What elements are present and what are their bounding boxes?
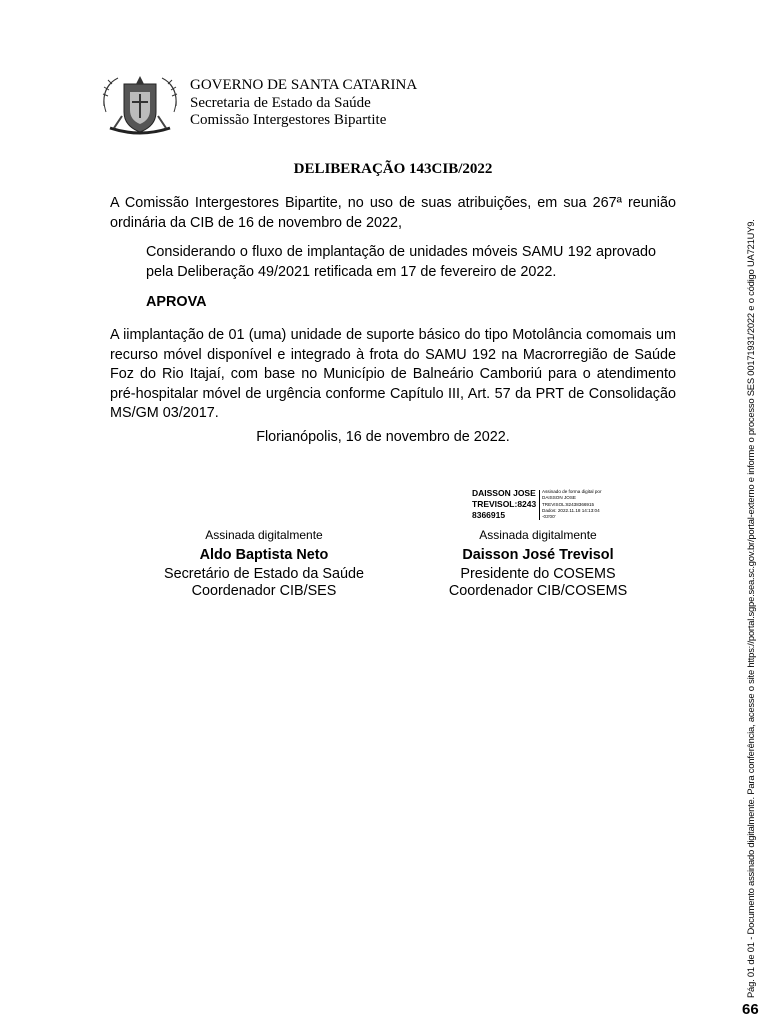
- signature-right-name: Daisson José Trevisol: [462, 547, 614, 563]
- document-title: DELIBERAÇÃO 143CIB/2022: [293, 161, 493, 177]
- page-number: 66: [742, 1001, 759, 1018]
- signature-left-name: Aldo Baptista Neto: [199, 547, 329, 563]
- intro-paragraph: A Comissão Intergestores Bipartite, no uso de suas atribuições, em sua 267ª reunião ordinária da CIB de 16 de novembro de 2022,: [110, 195, 676, 231]
- letterhead-commission: Comissão Intergestores Bipartite: [190, 112, 387, 128]
- letterhead-government: GOVERNO DE SANTA CATARINA: [190, 77, 418, 93]
- place-date: Florianópolis, 16 de novembro de 2022.: [256, 429, 510, 445]
- approves-heading: APROVA: [146, 294, 207, 310]
- signature-left-digital: Assinada digitalmente: [205, 528, 323, 542]
- signature-right-role: Presidente do COSEMS: [460, 566, 616, 582]
- coat-of-arms-icon: [100, 72, 180, 140]
- stamp-divider: [539, 490, 540, 520]
- digital-signature-stamp: [472, 488, 602, 522]
- considering-paragraph: Considerando o fluxo de implantação de unidades móveis SAMU 192 aprovado pela Deliberação 49/2021 retificada em 17 de fevereiro de 2022.: [146, 244, 656, 280]
- signature-right-digital: Assinada digitalmente: [479, 528, 597, 542]
- verification-side-note: Pág. 01 de 01 - Documento assinado digitalmente. Para conferência, acesse o site https://portal.sgpe.sea.sc.gov.br/portal-externo e informe o processo SES 00171931/2022 e o código UA721UY9.: [745, 219, 756, 998]
- stamp-details: Assinado de forma digital por DAISSON JOSE TREVISOL:82438366915 Dados: 2022.11.18 14:13:04 -03'00': [542, 489, 602, 520]
- signature-right-coordination: Coordenador CIB/COSEMS: [448, 583, 628, 599]
- signature-left-role: Secretário de Estado da Saúde: [163, 566, 364, 582]
- body-paragraph: A iimplantação de 01 (uma) unidade de suporte básico do tipo Motolância comomais um recurso móvel disponível e integrado à frota do SAMU 192 na Macrorregião de Saúde Foz do Rio Itajaí, com base no Município de Balneário Camboriú para o atendimento pré-hospitalar móvel de urgência conforme Capítulo III, Art. 57 da PRT de Consolidação MS/GM 03/2017.: [110, 327, 676, 421]
- signature-left-coordination: Coordenador CIB/SES: [191, 583, 337, 599]
- stamp-signer-name: DAISSON JOSE TREVISOL:8243 8366915: [472, 488, 537, 520]
- letterhead-secretariat: Secretaria de Estado da Saúde: [190, 95, 371, 111]
